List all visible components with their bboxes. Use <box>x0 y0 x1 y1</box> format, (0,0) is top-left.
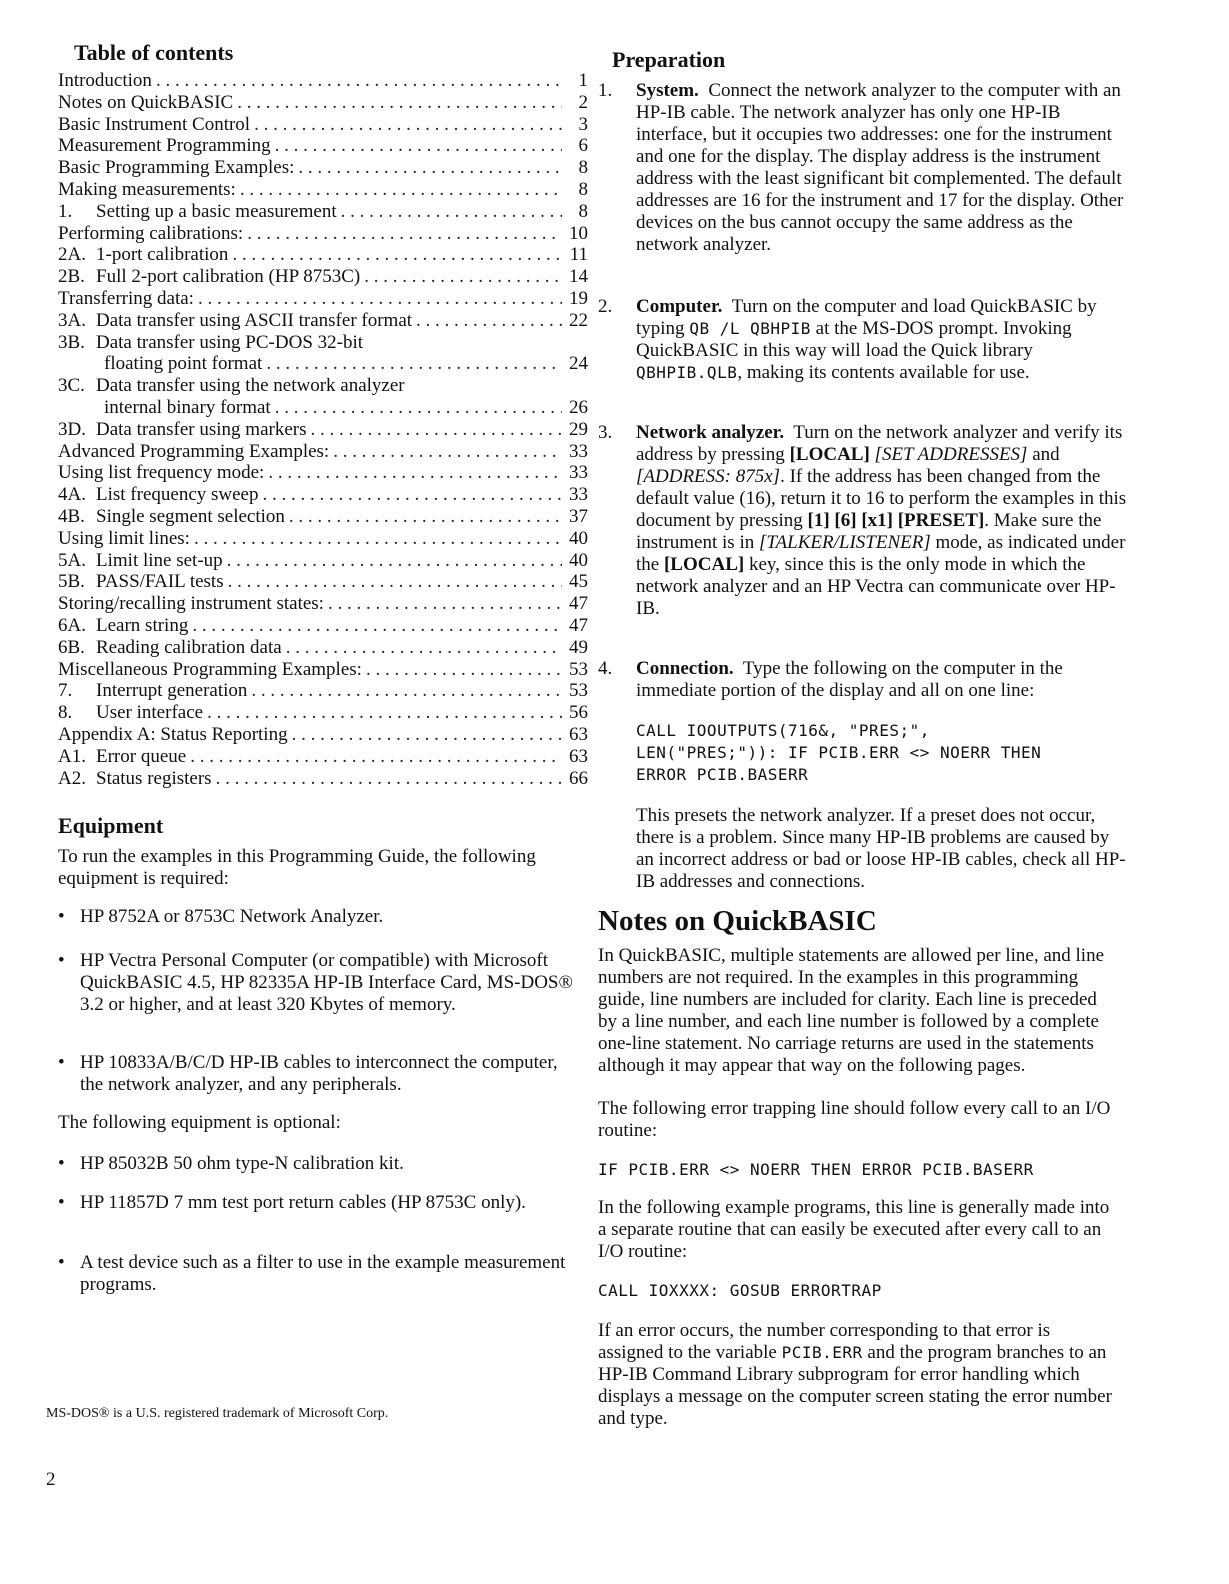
list-item: • HP 85032B 50 ohm type-N calibration kit. <box>58 1153 404 1174</box>
toc-row <box>58 593 588 615</box>
toc-label: Basic Instrument Control <box>58 113 251 135</box>
preset-note: This presets the network analyzer. If a preset does not occur, there is a problem. Since many HP-IB problems are caused by an incorrect address or bad or loose HP-IB cables, check all HP-IB addresses and connections. <box>636 805 1126 892</box>
toc-label: Status registers <box>96 767 212 789</box>
toc-leader <box>341 201 562 223</box>
toc-label: Single segment selection <box>96 505 285 527</box>
toc-label: PASS/FAIL tests <box>96 571 224 593</box>
prep-step-connection: 4. Connection. Type the following on the computer in the immediate portion of the display and all on one line: <box>598 658 1063 701</box>
code-gosub: CALL IOXXXX: GOSUB ERRORTRAP <box>598 1281 882 1300</box>
toc-number: 3A. <box>58 309 86 331</box>
toc-leader <box>216 768 562 790</box>
toc-label: internal binary format <box>104 396 271 418</box>
toc-row <box>58 201 588 223</box>
toc-row <box>58 135 588 157</box>
toc-label: Setting up a basic measurement <box>96 200 337 222</box>
toc-row <box>58 768 588 790</box>
toc-page: 8 <box>578 178 588 200</box>
toc-number: 6A. <box>58 614 86 636</box>
toc-leader <box>156 70 562 92</box>
toc-number: 4B. <box>58 505 85 527</box>
prep-step-computer: 2. Computer. Turn on the computer and load QuickBASIC by typing QB /L QBHPIB at the MS-DOS prompt. Invoking QuickBASIC in this way will load the Quick library QBHPIB.QLB, making its contents available for use. <box>598 296 1097 383</box>
toc-leader <box>198 288 562 310</box>
toc-label: Miscellaneous Programming Examples: <box>58 658 362 680</box>
toc-label: Basic Programming Examples: <box>58 157 295 179</box>
toc-leader <box>190 746 562 768</box>
toc-leader <box>194 528 562 550</box>
toc-page: 63 <box>569 745 588 767</box>
toc-row <box>58 70 588 92</box>
toc-page: 33 <box>569 484 588 506</box>
toc-label: Using list frequency mode: <box>58 462 265 484</box>
toc-number: 1. <box>58 200 73 222</box>
toc-leader <box>275 397 562 419</box>
toc-page: 19 <box>569 287 588 309</box>
toc-page: 47 <box>569 614 588 636</box>
toc-page: 26 <box>569 396 588 418</box>
toc-number: A2. <box>58 767 86 789</box>
toc-title: Table of contents <box>74 40 234 65</box>
toc-row <box>58 659 588 681</box>
quickbasic-paragraph-1: In QuickBASIC, multiple statements are allowed per line, and line numbers are not required. In the examples in this programming guide, line numbers are included for clarity. Each line is preceded by a line number, and each line number is followed by a complete one-line statement. No carriage returns are used in the statements although it may appear that way on the following pages. <box>598 945 1105 1076</box>
toc-label: Measurement Programming <box>58 135 271 157</box>
toc-leader <box>227 550 562 572</box>
toc-label: User interface <box>96 702 204 724</box>
toc-leader <box>366 659 562 681</box>
toc-number: 2A. <box>58 244 86 266</box>
toc-page: 40 <box>569 549 588 571</box>
toc-row <box>58 157 588 179</box>
toc-leader <box>298 157 562 179</box>
toc-page: 14 <box>569 266 588 288</box>
prep-step-network-analyzer: 3. Network analyzer. Turn on the network analyzer and verify its address by pressing [LOCAL] [SET ADDRESSES] and [ADDRESS: 875x]. If the address has been changed from the default value (16), return it to 16 to perform the examples in this document by pressing [1] [6] [x1] [PRESET]. Make sure the instrument is in [TALKER/LISTENER] mode, as indicated under the [LOCAL] key, since this is the only mode in which the network analyzer and an HP Vectra can communicate over HP-IB. <box>598 422 1127 619</box>
toc-number: 7. <box>58 680 73 702</box>
toc-number: 6B. <box>58 636 85 658</box>
toc-label: Data transfer using PC-DOS 32-bit <box>96 331 364 353</box>
toc-label: Notes on QuickBASIC <box>58 91 234 113</box>
toc-leader <box>292 724 562 746</box>
toc-row <box>58 288 588 310</box>
toc-leader <box>268 462 562 484</box>
toc-label: Storing/recalling instrument states: <box>58 593 324 615</box>
toc-row <box>58 615 588 637</box>
toc-leader <box>286 637 562 659</box>
toc-label: Making measurements: <box>58 178 236 200</box>
toc-page: 53 <box>569 658 588 680</box>
optional-intro: The following equipment is optional: <box>58 1112 341 1133</box>
toc-label: 1-port calibration <box>96 244 229 266</box>
toc-number: 4A. <box>58 484 86 506</box>
toc-label: Using limit lines: <box>58 527 190 549</box>
toc-row <box>58 223 588 245</box>
toc-number: A1. <box>58 745 86 767</box>
toc-row <box>58 746 588 768</box>
toc-page: 53 <box>569 680 588 702</box>
toc-label: Full 2-port calibration (HP 8753C) <box>96 266 361 288</box>
toc-page: 2 <box>578 91 588 113</box>
toc-row <box>58 397 588 419</box>
toc-leader <box>237 92 562 114</box>
toc-page: 56 <box>569 702 588 724</box>
toc-leader <box>289 506 562 528</box>
toc-page: 22 <box>569 309 588 331</box>
code-block-preset: CALL IOOUTPUTS(716&, "PRES;", LEN("PRES;")): IF PCIB.ERR <> NOERR THEN ERROR PCIB.BASERR <box>636 721 1042 784</box>
toc-row <box>58 637 588 659</box>
list-item: • HP Vectra Personal Computer (or compatible) with Microsoft QuickBASIC 4.5, HP 82335A HP-IB Interface Card, MS-DOS® 3.2 or higher, and at least 320 Kbytes of memory. <box>58 950 573 1015</box>
toc-number: 3D. <box>58 418 86 440</box>
toc-page: 66 <box>569 767 588 789</box>
toc-page: 29 <box>569 418 588 440</box>
toc-page: 1 <box>578 70 588 91</box>
preparation-title: Preparation <box>612 47 726 72</box>
toc-row <box>58 179 588 201</box>
toc-row <box>58 506 588 528</box>
toc-row <box>58 419 588 441</box>
toc-row <box>58 332 588 354</box>
toc-number: 5B. <box>58 571 85 593</box>
toc-label: Data transfer using ASCII transfer format <box>96 309 413 331</box>
list-item: • HP 10833A/B/C/D HP-IB cables to interconnect the computer, the network analyzer, and any peripherals. <box>58 1052 558 1095</box>
toc-label: List frequency sweep <box>96 484 259 506</box>
page-number: 2 <box>46 1469 56 1490</box>
quickbasic-paragraph-2: The following error trapping line should follow every call to an I/O routine: <box>598 1098 1111 1141</box>
toc-label: Advanced Programming Examples: <box>58 440 330 462</box>
toc-number: 5A. <box>58 549 86 571</box>
toc-page: 49 <box>569 636 588 658</box>
toc-label: Performing calibrations: <box>58 222 244 244</box>
toc-leader <box>254 114 562 136</box>
toc-page: 10 <box>569 222 588 244</box>
toc-label: Interrupt generation <box>96 680 248 702</box>
toc-number: 8. <box>58 702 73 724</box>
toc-leader <box>275 135 562 157</box>
toc-row <box>58 702 588 724</box>
toc-leader <box>207 702 562 724</box>
code-error-trap: IF PCIB.ERR <> NOERR THEN ERROR PCIB.BASERR <box>598 1160 1034 1179</box>
toc-page: 8 <box>578 157 588 179</box>
toc-number: 3B. <box>58 331 85 353</box>
toc-page: 63 <box>569 723 588 745</box>
quickbasic-paragraph-3: In the following example programs, this line is generally made into a separate routine that can easily be executed after every call to an I/O routine: <box>598 1197 1110 1262</box>
toc-leader <box>263 484 563 506</box>
toc-row <box>58 441 588 463</box>
toc-label: Data transfer using the network analyzer <box>96 375 405 397</box>
toc-row <box>58 680 588 702</box>
toc-page: 40 <box>569 527 588 549</box>
toc-leader <box>247 223 562 245</box>
toc-leader <box>192 615 562 637</box>
toc-row <box>58 462 588 484</box>
toc-label: Data transfer using markers <box>96 418 307 440</box>
toc-label: floating point format <box>104 353 263 375</box>
toc-page: 33 <box>569 462 588 484</box>
toc-label: Error queue <box>96 745 187 767</box>
toc-label: Limit line set-up <box>96 549 223 571</box>
toc-row <box>58 528 588 550</box>
toc-label: Learn string <box>96 614 189 636</box>
equipment-intro: To run the examples in this Programming Guide, the following equipment is required: <box>58 846 536 889</box>
toc-row <box>58 310 588 332</box>
toc-leader <box>232 244 562 266</box>
toc-row <box>58 114 588 136</box>
toc-leader <box>364 266 562 288</box>
toc-label: Appendix A: Status Reporting <box>58 723 288 745</box>
toc-page: 3 <box>578 113 588 135</box>
toc-label: Transferring data: <box>58 287 194 309</box>
toc-page: 6 <box>578 135 588 157</box>
toc-leader <box>328 593 562 615</box>
toc-leader <box>228 571 562 593</box>
toc-label: Reading calibration data <box>96 636 282 658</box>
toc-leader <box>311 419 562 441</box>
toc-row <box>58 484 588 506</box>
list-item: • HP 8752A or 8753C Network Analyzer. <box>58 906 384 927</box>
equipment-title: Equipment <box>58 813 164 838</box>
toc-row <box>58 571 588 593</box>
toc-label: Introduction <box>58 70 152 91</box>
toc-leader <box>416 310 562 332</box>
toc-leader <box>251 680 562 702</box>
toc-leader <box>266 353 562 375</box>
toc-number: 3C. <box>58 375 85 397</box>
toc-page: 8 <box>578 200 588 222</box>
toc-row <box>58 92 588 114</box>
list-item: • HP 11857D 7 mm test port return cables (HP 8753C only). <box>58 1192 526 1213</box>
toc-row <box>58 266 588 288</box>
table-of-contents <box>58 70 588 789</box>
toc-page: 47 <box>569 593 588 615</box>
toc-row <box>58 724 588 746</box>
prep-step-system: 1. System. Connect the network analyzer to the computer with an HP-IB cable. The network analyzer has only one HP-IB interface, but it occupies two addresses: one for the instrument and one for the display. The display address is the instrument address with the least significant bit complemented. The default addresses are 16 for the instrument and 17 for the display. Other devices on the bus cannot occupy the same address as the network analyzer. <box>598 80 1124 255</box>
toc-number: 2B. <box>58 266 85 288</box>
trademark-note: MS-DOS® is a U.S. registered trademark of Microsoft Corp. <box>46 1406 389 1421</box>
quickbasic-paragraph-4: If an error occurs, the number corresponding to that error is assigned to the variable PCIB.ERR and the program branches to an HP-IB Command Library subprogram for error handling which displays a message on the computer screen stating the error number and type. <box>598 1320 1112 1429</box>
toc-leader <box>333 441 562 463</box>
toc-row <box>58 550 588 572</box>
toc-leader <box>240 179 562 201</box>
toc-page: 45 <box>569 571 588 593</box>
toc-row <box>58 375 588 397</box>
list-item: • A test device such as a filter to use in the example measurement programs. <box>58 1252 566 1295</box>
toc-row <box>58 353 588 375</box>
toc-row <box>58 244 588 266</box>
toc-page: 37 <box>569 505 588 527</box>
toc-page: 24 <box>569 353 588 375</box>
quickbasic-title: Notes on QuickBASIC <box>598 905 877 937</box>
toc-page: 33 <box>569 440 588 462</box>
toc-page: 11 <box>569 244 588 266</box>
